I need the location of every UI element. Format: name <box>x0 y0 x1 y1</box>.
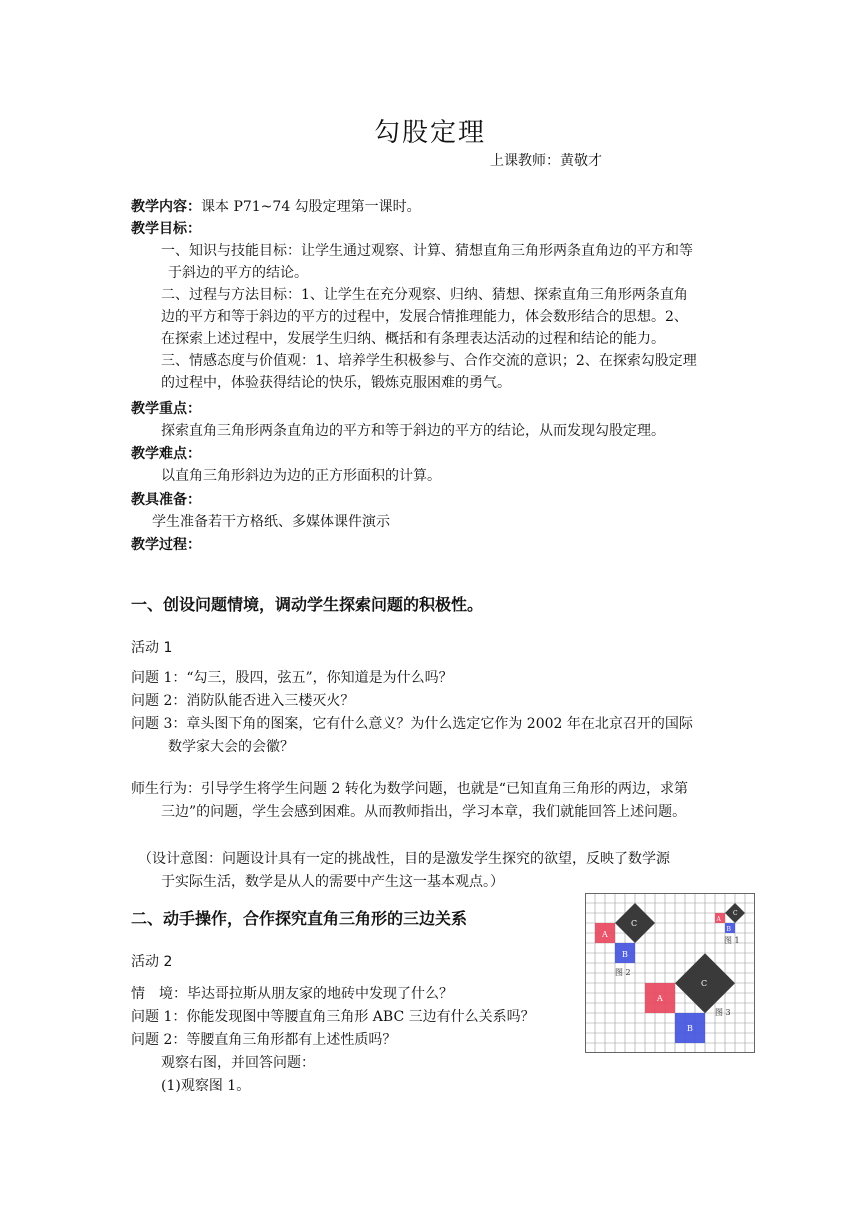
key-point-label: 教学重点： <box>131 401 201 417</box>
key-point-text: 探索直角三角形两条直角边的平方和等于斜边的平方的结论，从而发现勾股定理。 <box>161 423 665 439</box>
label-a-fig1: A <box>716 916 721 923</box>
question-3: 问题 3：章头图下角的图案，它有什么意义？为什么选定它作为 2002 年在北京召开的国际 <box>131 716 693 732</box>
label-b-fig3: B <box>687 1024 693 1033</box>
design-intent: （设计意图：问题设计具有一定的挑战性，目的是激发学生探究的欲望，反映了数学源 <box>138 851 670 867</box>
objective-line: 一、知识与技能目标：让学生通过观察、计算、猜想直角三角形两条直角边的平方和等 <box>161 243 693 259</box>
activity2-question-2: 问题 2：等腰直角三角形都有上述性质吗？ <box>131 1032 397 1048</box>
behavior-line: 师生行为：引导学生将学生问题 2 转化为数学问题，也就是“已知直角三角形的两边，求第 <box>131 781 688 797</box>
design-intent-cont: 于实际生活，数学是从人的需要中产生这一基本观点。） <box>161 874 504 890</box>
objective-line: 边的平方和等于斜边的平方的过程中，发展合情推理能力，体会数形结合的思想。2、 <box>161 309 688 325</box>
question-1: 问题 1：“勾三，股四，弦五”，你知道是为什么吗？ <box>131 670 453 686</box>
tile-grid-figure <box>585 893 755 1053</box>
section1-heading: 一、创设问题情境，调动学生探索问题的积极性。 <box>131 595 484 614</box>
objectives-label: 教学目标： <box>131 221 201 237</box>
objective-line: 二、过程与方法目标：1、让学生在充分观察、归纳、猜想、探索直角三角形两条直角 <box>161 287 688 303</box>
label-b-fig1: B <box>726 926 731 933</box>
content-label: 教学内容： <box>131 199 201 215</box>
section2-heading: 二、动手操作，合作探究直角三角形的三边关系 <box>131 909 468 928</box>
figure-1-caption: 图 1 <box>724 936 740 945</box>
objective-line: 三、情感态度与价值观：1、培养学生积极参与、合作交流的意识；2、在探索勾股定理 <box>161 353 697 369</box>
objective-line: 的过程中，体验获得结论的快乐，锻炼克服困难的勇气。 <box>161 375 511 391</box>
label-a-fig3: A <box>657 994 663 1003</box>
observe-instruction: 观察右图，并回答问题： <box>161 1055 315 1071</box>
objective-line: 于斜边的平方的结论。 <box>168 265 308 281</box>
activity1-label: 活动 1 <box>131 640 173 656</box>
page-title: 勾股定理 <box>373 118 486 148</box>
objective-line: 在探索上述过程中，发展学生归纳、概括和有条理表达活动的过程和结论的能力。 <box>161 331 665 347</box>
observe-item-1: (1)观察图 1。 <box>161 1078 251 1094</box>
difficulty-text: 以直角三角形斜边为边的正方形面积的计算。 <box>161 468 441 484</box>
question-3-cont: 数学家大会的会徽？ <box>168 739 294 755</box>
figure-2-caption: 图 2 <box>615 968 631 977</box>
process-label: 教学过程： <box>131 537 201 553</box>
content-text: 课本 P71~74 勾股定理第一课时。 <box>201 199 421 215</box>
teacher-line: 上课教师：黄敬才 <box>490 153 602 169</box>
label-c-fig2: C <box>631 919 638 928</box>
activity2-question-1: 问题 1：你能发现图中等腰直角三角形 ABC 三边有什么关系吗？ <box>131 1009 535 1025</box>
label-b-fig2: B <box>622 950 628 959</box>
behavior-line-cont: 三边”的问题，学生会感到困难。从而教师指出，学习本章，我们就能回答上述问题。 <box>161 804 687 820</box>
tools-label: 教具准备： <box>131 492 201 508</box>
situation-line: 情 境：毕达哥拉斯从朋友家的地砖中发现了什么？ <box>131 986 453 1002</box>
activity2-label: 活动 2 <box>131 954 173 970</box>
label-c-fig1: C <box>733 910 738 917</box>
question-2: 问题 2：消防队能否进入三楼灭火？ <box>131 693 355 709</box>
label-a-fig2: A <box>602 930 608 939</box>
label-c-fig3: C <box>701 979 708 988</box>
figure-3-caption: 图 3 <box>715 1008 731 1017</box>
difficulty-label: 教学难点： <box>131 446 201 462</box>
content-row <box>131 196 421 218</box>
tools-text: 学生准备若干方格纸、多媒体课件演示 <box>152 514 390 530</box>
